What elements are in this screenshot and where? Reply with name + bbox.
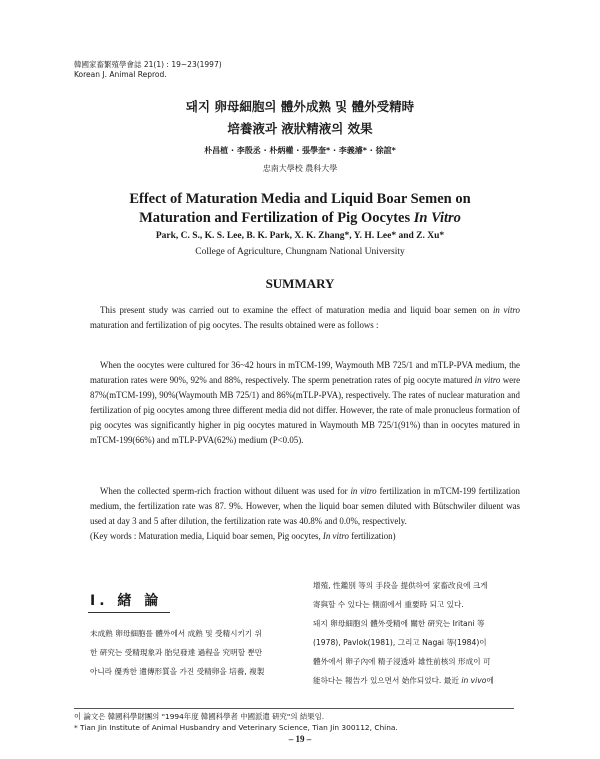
footnote-2: * Tian Jin Institute of Animal Husbandry and Veterinary Science, Tian Jin 300112, China.	[74, 723, 398, 732]
p3-text-a: When the collected sperm-rich fraction without diluent was used for	[100, 486, 351, 496]
footnote-1: 이 論文은 韓國科學財團의 "1994年度 韓國科學者 中國派遣 硏究"의 結果임.	[74, 712, 325, 721]
right-line-1: 增殖, 性鑑別 等의 手段을 提供하여 家畜改良에 크게	[313, 581, 488, 590]
page-number: – 19 –	[288, 734, 312, 744]
p2-text-b: were 87%(mTCM-199), 90%(Waymouth MB 725/1) and 86%(mTLP-PVA), respectively. The rates of nuclear maturation and fertilization of pig oocytes among three different media did not differ. However, the rate of male pronucleus formation of pig oocytes was significantly higher in pig oocytes matured in Waymouth MB 725/1(91%) than in oocytes matured in mTCM-199(66%) and mTLP-PVA(62%) medium (P<0.05).	[90, 375, 521, 445]
keywords-italic: In vitro	[322, 531, 349, 541]
korean-title-line-1: 돼지 卵母細胞의 體外成熟 및 體外受精時	[185, 99, 415, 114]
p1-italic: in vitro	[492, 305, 520, 315]
footnote-rule	[74, 708, 514, 709]
right-line-2: 寄與할 수 있다는 側面에서 重要時 되고 있다.	[313, 600, 464, 609]
summary-heading: SUMMARY	[265, 276, 335, 291]
korean-title-line-2: 培養液과 液狀精液의 效果	[227, 121, 373, 136]
english-title-italic: In Vitro	[413, 210, 461, 226]
journal-citation: 韓國家畜繁殖學會誌 21(1) : 19~23(1997)	[74, 60, 222, 69]
keywords-text-a: (Key words : Maturation media, Liquid boar semen, Pig oocytes,	[90, 531, 323, 541]
introduction-right-column	[313, 576, 528, 690]
introduction-left-column	[90, 624, 305, 681]
english-authors: Park, C. S., K. S. Lee, B. K. Park, X. K. Zhang*, Y. H. Lee* and Z. Xu*	[155, 231, 445, 241]
p1-text-b: maturation and fertilization of pig oocytes. The results obtained were as follows :	[90, 320, 379, 330]
summary-paragraph-1	[90, 303, 520, 333]
english-title-line-1: Effect of Maturation Media and Liquid Boar Semen on	[129, 191, 471, 207]
korean-authors: 朴昌植 · 李殷丞 · 朴炳權 · 張學奎* · 李義濬* · 徐誼*	[204, 146, 396, 155]
p1-text-a: This present study was carried out to examine the effect of maturation media and liquid boar semen on	[100, 305, 493, 315]
english-affiliation: College of Agriculture, Chungnam National University	[195, 247, 405, 257]
left-line-2: 한 硏究는 受精現象과 胎兒發達 過程을 究明할 뿐만	[90, 648, 263, 657]
p3-text-b: fertilization in mTCM-199 fertilization medium, the fertilization rate was 87. 9%. However, when the liquid boar semen diluted with Bütschwiler diluent was used at day 3 and 5 after dilution, the fertilization rate was 40.8% and 0.0%, respectively.	[90, 486, 520, 526]
p2-italic: in vitro	[474, 375, 501, 385]
english-title-line-2-text: Maturation and Fertilization of Pig Oocytes	[139, 210, 414, 226]
right-line-6	[313, 671, 528, 690]
p2-text-a: When the oocytes were cultured for 36~42 hours in mTCM-199, Waymouth MB 725/1 and mTLP-PVA medium, the maturation rates were 90%, 92% and 88%, respectively. The sperm penetration rates of pig oocyte matured	[90, 360, 520, 385]
right-line-6-text: 能하다는 報告가 있으면서 始作되었다. 最近	[313, 676, 462, 685]
korean-affiliation: 忠南大學校 農科大學	[262, 164, 338, 173]
introduction-heading-rule	[88, 612, 170, 613]
left-line-3: 아니라 優秀한 遺傳形質을 가진 受精卵을 培養, 複製	[90, 667, 265, 676]
summary-paragraph-2	[90, 358, 520, 448]
journal-header	[74, 60, 222, 80]
right-line-4: (1978), Pavlok(1981), 그리고 Nagai 等(1984)이	[313, 638, 487, 647]
right-line-3: 돼지 卵母細胞의 體外受精에 關한 硏究는 Iritani 等	[313, 619, 485, 628]
right-line-6-italic: in vivo	[461, 676, 487, 685]
p3-italic: in vitro	[350, 486, 377, 496]
right-line-6-end: 에	[486, 676, 494, 685]
keywords-text-b: fertilization)	[348, 531, 396, 541]
left-line-1: 未成熟 卵母細胞를 體外에서 成熟 및 受精시키기 위	[90, 629, 262, 638]
introduction-heading: I. 緖 論	[90, 593, 163, 609]
journal-english-name: Korean J. Animal Reprod.	[74, 70, 167, 79]
english-title-line-2	[0, 209, 600, 228]
keywords	[90, 529, 520, 544]
right-line-5: 體外에서 卵子內에 精子浸透와 雄性前核의 形成이 可	[313, 657, 491, 666]
summary-paragraph-3	[90, 484, 520, 544]
